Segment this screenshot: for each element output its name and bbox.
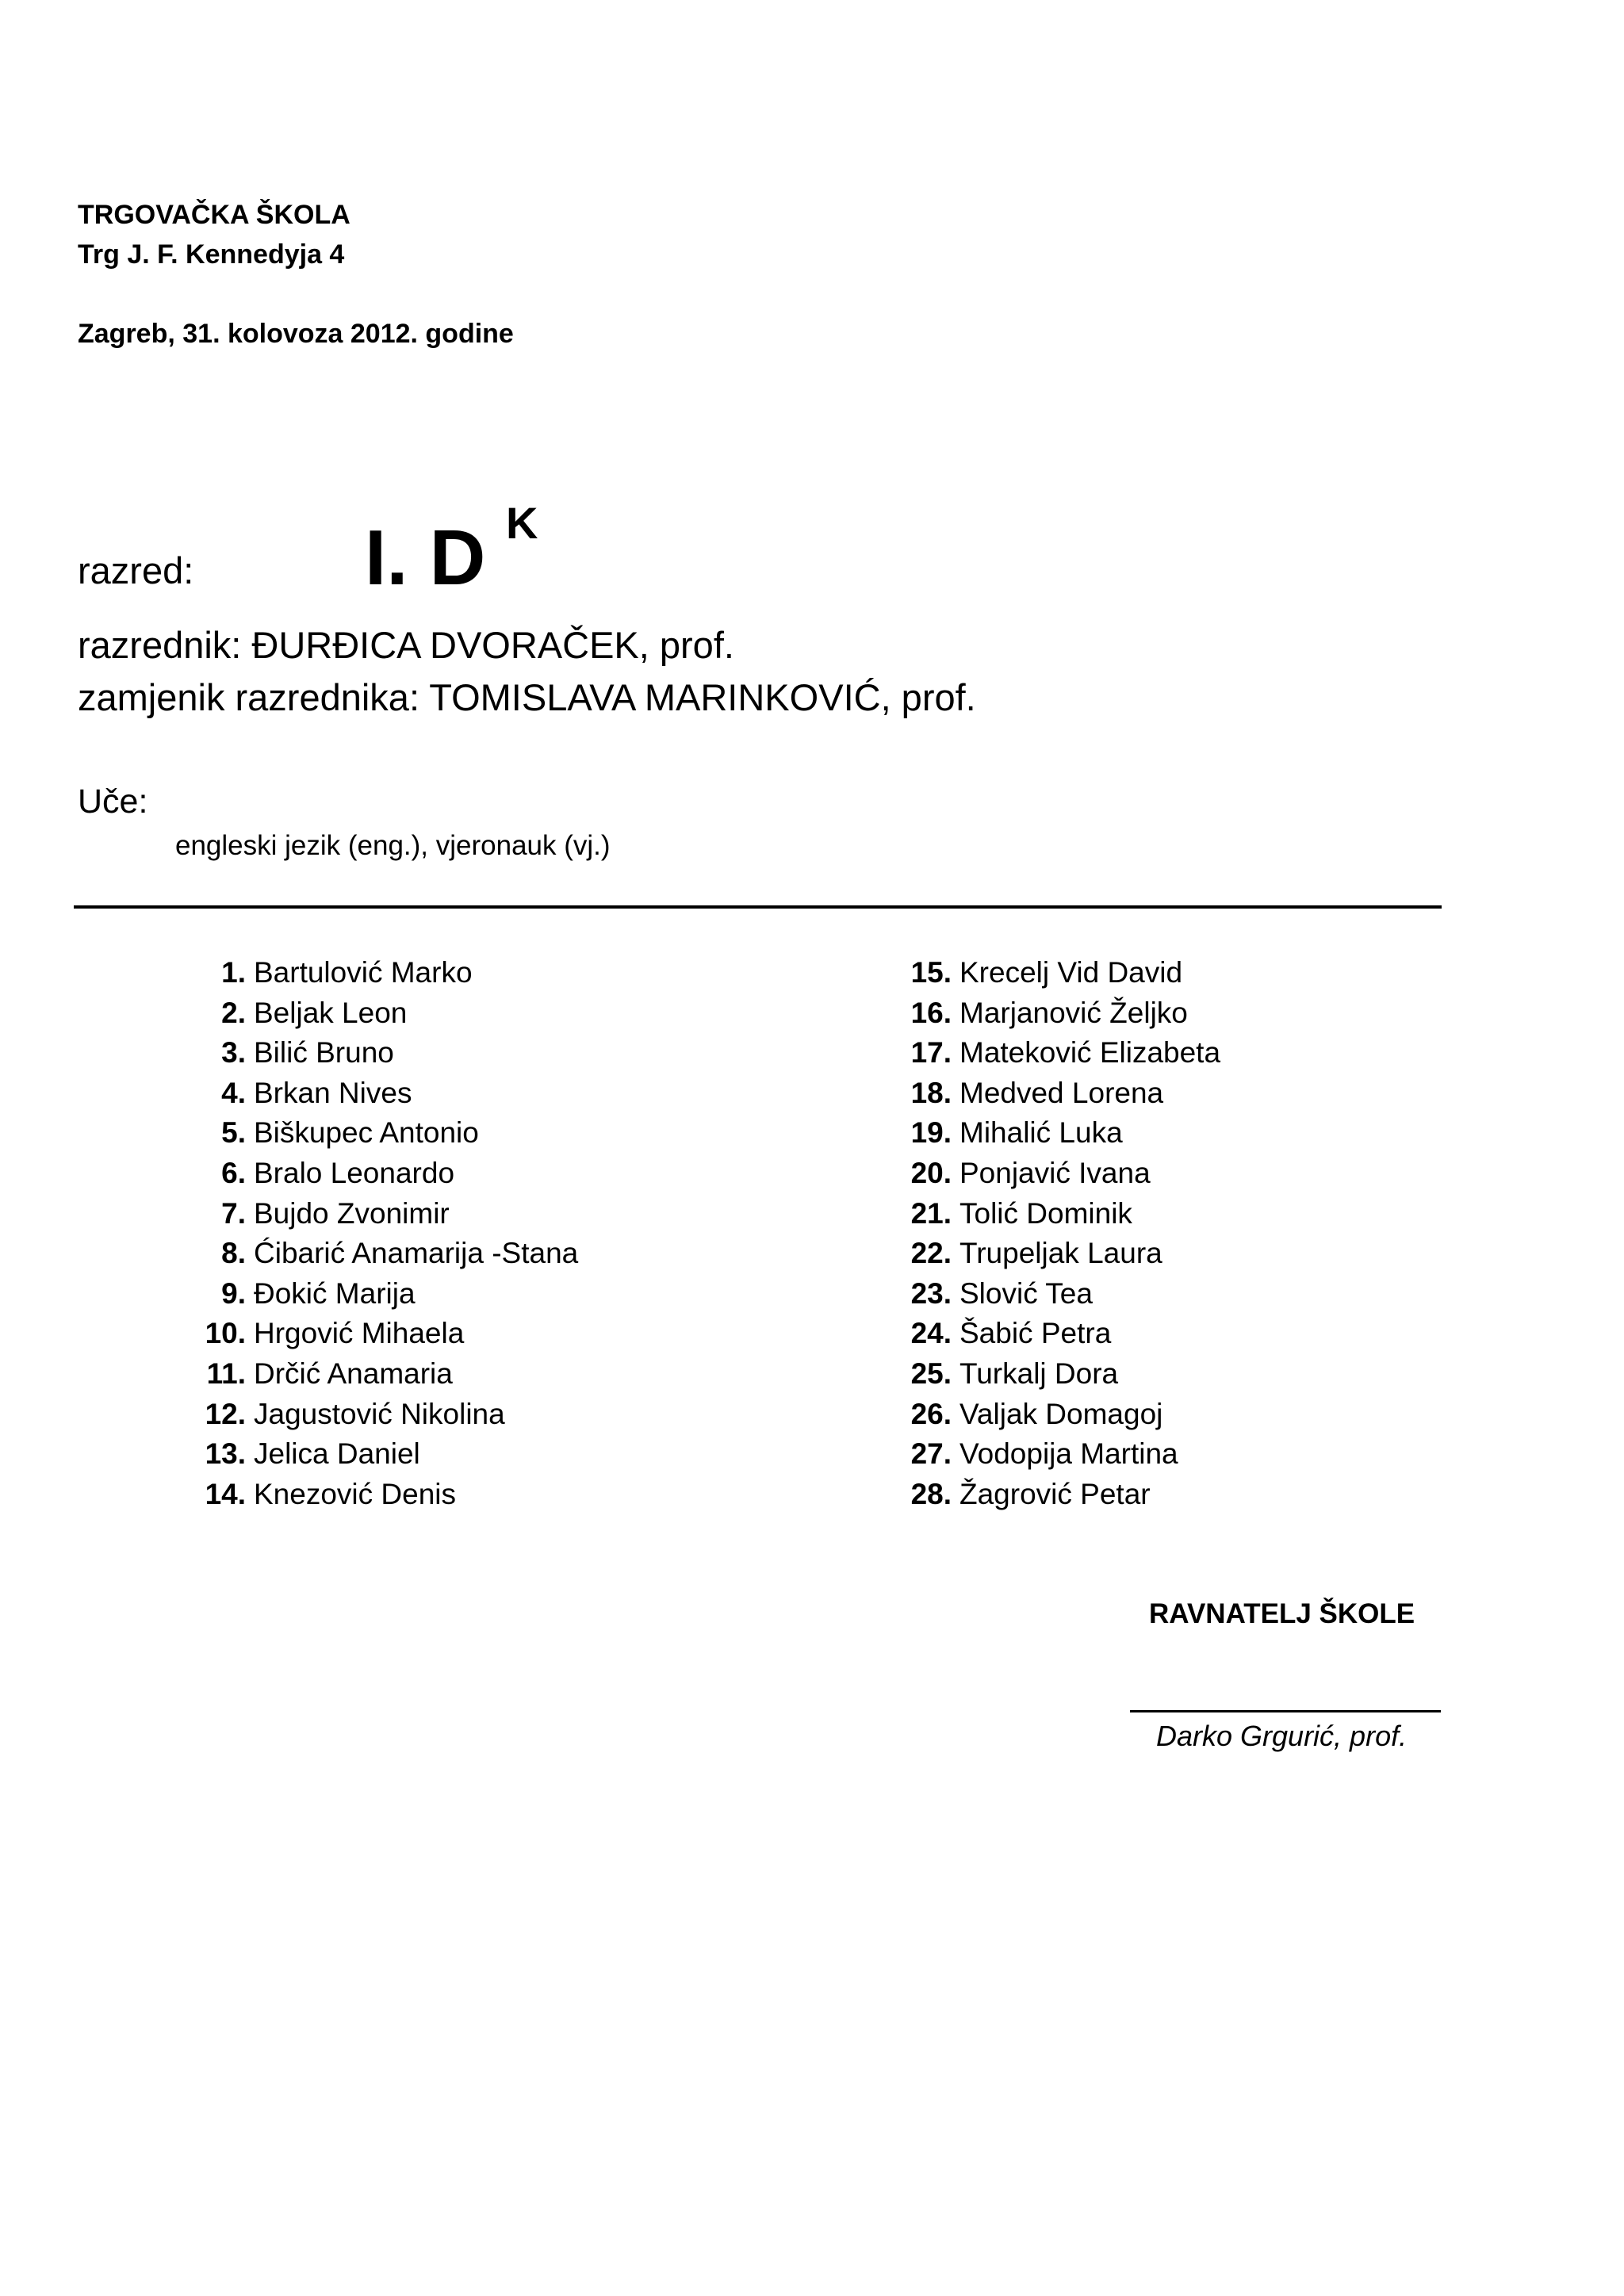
student-name: Ćibarić Anamarija -Stana bbox=[254, 1237, 579, 1270]
divider bbox=[74, 905, 1442, 909]
student-name: Ponjavić Ivana bbox=[959, 1156, 1151, 1189]
student-row bbox=[167, 1395, 578, 1435]
student-row bbox=[167, 953, 578, 993]
student-number: 1. bbox=[221, 956, 246, 989]
student-number: 19. bbox=[910, 1116, 952, 1150]
school-name: TRGOVAČKA ŠKOLA bbox=[78, 200, 350, 230]
student-number: 15. bbox=[910, 956, 952, 989]
student-number: 18. bbox=[910, 1076, 952, 1109]
subjects-label: Uče: bbox=[78, 783, 148, 821]
student-number: 24. bbox=[910, 1317, 952, 1350]
student-name: Bilić Bruno bbox=[254, 1036, 394, 1070]
student-name: Biškupec Antonio bbox=[254, 1116, 479, 1150]
student-row bbox=[872, 1395, 1220, 1435]
student-row bbox=[167, 993, 578, 1034]
student-row bbox=[167, 1274, 578, 1314]
student-row bbox=[872, 1434, 1220, 1475]
student-number: 25. bbox=[910, 1357, 952, 1390]
student-name: Vodopija Martina bbox=[959, 1437, 1178, 1471]
school-address: Trg J. F. Kennedyja 4 bbox=[78, 239, 345, 270]
student-name: Šabić Petra bbox=[959, 1317, 1112, 1350]
student-row bbox=[872, 993, 1220, 1034]
student-number: 26. bbox=[910, 1397, 952, 1430]
student-number: 2. bbox=[221, 996, 246, 1029]
student-name: Bralo Leonardo bbox=[254, 1156, 455, 1189]
student-number: 14. bbox=[205, 1477, 246, 1510]
student-row bbox=[872, 1033, 1220, 1073]
student-number: 16. bbox=[910, 996, 952, 1029]
student-row bbox=[872, 1314, 1220, 1354]
student-number: 4. bbox=[221, 1076, 246, 1109]
student-name: Trupeljak Laura bbox=[959, 1237, 1162, 1270]
student-row bbox=[167, 1314, 578, 1354]
student-row bbox=[167, 1113, 578, 1154]
document-date: Zagreb, 31. kolovoza 2012. godine bbox=[78, 319, 514, 349]
student-row bbox=[167, 1434, 578, 1475]
student-number: 23. bbox=[910, 1276, 952, 1310]
student-name: Krecelj Vid David bbox=[959, 956, 1183, 989]
student-number: 11. bbox=[206, 1357, 246, 1390]
student-row bbox=[167, 1073, 578, 1114]
student-row bbox=[167, 1194, 578, 1234]
student-name: Knezović Denis bbox=[254, 1477, 457, 1510]
student-row bbox=[872, 1113, 1220, 1154]
principal-name: Darko Grgurić, prof. bbox=[1156, 1720, 1408, 1752]
student-row bbox=[872, 1194, 1220, 1234]
student-list-left bbox=[167, 953, 578, 1514]
student-name: Jelica Daniel bbox=[254, 1437, 420, 1471]
student-name: Mateković Elizabeta bbox=[959, 1036, 1221, 1070]
student-number: 5. bbox=[221, 1116, 246, 1150]
student-row bbox=[872, 1475, 1220, 1515]
student-name: Slović Tea bbox=[959, 1276, 1093, 1310]
class-superscript: K bbox=[506, 498, 538, 548]
student-number: 9. bbox=[221, 1276, 246, 1310]
student-name: Jagustović Nikolina bbox=[254, 1397, 505, 1430]
student-row bbox=[872, 1073, 1220, 1114]
student-number: 22. bbox=[910, 1237, 952, 1270]
student-name: Brkan Nives bbox=[254, 1076, 412, 1109]
student-number: 10. bbox=[205, 1317, 246, 1350]
student-row bbox=[167, 1475, 578, 1515]
student-name: Marjanović Željko bbox=[959, 996, 1188, 1029]
student-name: Žagrović Petar bbox=[959, 1477, 1151, 1510]
student-number: 27. bbox=[910, 1437, 952, 1471]
student-row bbox=[167, 1234, 578, 1274]
student-row bbox=[167, 1154, 578, 1194]
student-row bbox=[167, 1033, 578, 1073]
student-name: Turkalj Dora bbox=[959, 1357, 1119, 1390]
student-row bbox=[872, 1354, 1220, 1395]
student-name: Đokić Marija bbox=[254, 1276, 416, 1310]
student-row bbox=[167, 1354, 578, 1395]
student-number: 3. bbox=[221, 1036, 246, 1070]
class-teacher: razrednik: ĐURĐICA DVORAČEK, prof. bbox=[78, 624, 734, 666]
student-number: 17. bbox=[910, 1036, 952, 1070]
student-name: Tolić Dominik bbox=[959, 1196, 1132, 1230]
student-name: Valjak Domagoj bbox=[959, 1397, 1163, 1430]
student-name: Bujdo Zvonimir bbox=[254, 1196, 450, 1230]
student-number: 21. bbox=[910, 1196, 952, 1230]
subjects-list: engleski jezik (eng.), vjeronauk (vj.) bbox=[175, 830, 611, 861]
student-number: 7. bbox=[221, 1196, 246, 1230]
student-row bbox=[872, 953, 1220, 993]
student-number: 8. bbox=[221, 1237, 246, 1270]
student-list-right bbox=[872, 953, 1220, 1514]
student-row bbox=[872, 1274, 1220, 1314]
student-row bbox=[872, 1234, 1220, 1274]
student-name: Hrgović Mihaela bbox=[254, 1317, 465, 1350]
student-number: 12. bbox=[205, 1397, 246, 1430]
student-row bbox=[872, 1154, 1220, 1194]
student-name: Bartulović Marko bbox=[254, 956, 473, 989]
student-name: Medved Lorena bbox=[959, 1076, 1164, 1109]
student-number: 28. bbox=[910, 1477, 952, 1510]
student-number: 20. bbox=[910, 1156, 952, 1189]
class-name: I. D bbox=[365, 514, 486, 601]
principal-title: RAVNATELJ ŠKOLE bbox=[1149, 1598, 1415, 1629]
student-name: Mihalić Luka bbox=[959, 1116, 1123, 1150]
student-number: 13. bbox=[205, 1437, 246, 1471]
student-number: 6. bbox=[221, 1156, 246, 1189]
student-name: Drčić Anamaria bbox=[254, 1357, 453, 1390]
student-name: Beljak Leon bbox=[254, 996, 408, 1029]
class-label: razred: bbox=[78, 549, 194, 591]
deputy-class-teacher: zamjenik razrednika: TOMISLAVA MARINKOVIĆ, prof. bbox=[78, 676, 976, 718]
signature-line bbox=[1130, 1710, 1441, 1712]
